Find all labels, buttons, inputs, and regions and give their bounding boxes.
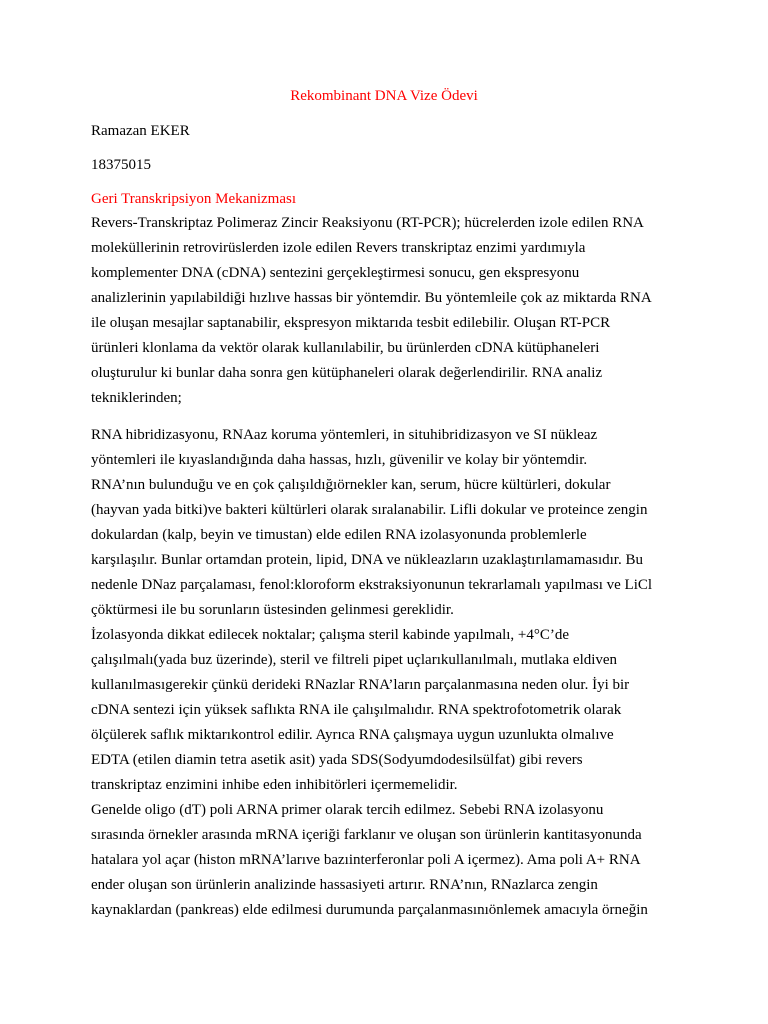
text-line: İzolasyonda dikkat edilecek noktalar; çalışma steril kabinde yapılmalı, +4°C’de: [91, 627, 570, 643]
text-line: ölçülerek saflık miktarıkontrol edilir. Ayrıca RNA çalışmaya uygun uzunlukta olmalıve: [91, 727, 614, 743]
text-line: tekniklerinden;: [91, 390, 182, 406]
author-name: Ramazan EKER: [91, 123, 190, 139]
text-line: kaynaklardan (pankreas) elde edilmesi durumunda parçalanmasınıönlemek amacıyla örneğin: [91, 902, 648, 918]
text-line: Genelde oligo (dT) poli ARNA primer olarak tercih edilmez. Sebebi RNA izolasyonu: [91, 802, 604, 818]
text-line: komplementer DNA (cDNA) sentezini gerçekleştirmesi sonucu, gen ekspresyonu: [91, 265, 580, 281]
document-title: Rekombinant DNA Vize Ödevi: [290, 88, 478, 104]
text-line: yöntemleri ile kıyaslandığında daha hassas, hızlı, güvenilir ve kolay bir yöntemdir.: [91, 452, 588, 468]
text-line: EDTA (etilen diamin tetra asetik asit) yada SDS(Sodyumdodesilsülfat) gibi revers: [91, 752, 583, 768]
text-line: (hayvan yada bitki)ve bakteri kültürleri olarak sıralanabilir. Lifli dokular ve proteince zengin: [91, 502, 648, 518]
text-line: RNA’nın bulunduğu ve en çok çalışıldığıörnekler kan, serum, hücre kültürleri, dokular: [91, 477, 611, 493]
text-line: nedenle DNaz parçalaması, fenol:kloroform ekstraksiyonunun tekrarlamalı yapılması ve LiCl: [91, 577, 653, 593]
paragraph-rna-methods: [91, 423, 677, 923]
paragraph-rt-pcr: [91, 211, 677, 411]
text-line: cDNA sentezi için yüksek saflıkta RNA ile çalışılmalıdır. RNA spektrofotometrik olarak: [91, 702, 622, 718]
text-line: analizlerinin yapılabildiği hızlıve hassas bir yöntemdir. Bu yöntemleile çok az miktarda RNA: [91, 290, 652, 306]
text-line: çalışılmalı(yada buz üzerinde), steril ve filtreli pipet uçlarıkullanılmalı, mutlaka eldiven: [91, 652, 618, 668]
text-line: dokulardan (kalp, beyin ve timustan) elde edilen RNA izolasyonunda problemlerle: [91, 527, 587, 543]
text-line: RNA hibridizasyonu, RNAaz koruma yöntemleri, in situhibridizasyon ve SI nükleaz: [91, 427, 598, 443]
text-line: karşılaşılır. Bunlar ortamdan protein, lipid, DNA ve nükleazların uzaklaştırılamamasıdır. Bu: [91, 552, 643, 568]
text-line: oluşturulur ki bunlar daha sonra gen kütüphaneleri olarak değerlendirilir. RNA analiz: [91, 365, 603, 381]
student-id: 18375015: [91, 157, 151, 173]
text-line: hatalara yol açar (histon mRNA’larıve bazıinterferonlar poli A içermez). Ama poli A+ RNA: [91, 852, 641, 868]
text-line: çöktürmesi ile bu sorunların üstesinden gelinmesi gereklidir.: [91, 602, 454, 618]
section-heading: Geri Transkripsiyon Mekanizması: [91, 191, 296, 207]
text-line: ender oluşan son ürünlerin analizinde hassasiyeti artırır. RNA’nın, RNazlarca zengin: [91, 877, 598, 893]
text-line: moleküllerinin retrovirüslerden izole edilen Revers transkriptaz enzimi yardımıyla: [91, 240, 586, 256]
text-line: ürünleri klonlama da vektör olarak kullanılabilir, bu ürünlerden cDNA kütüphaneleri: [91, 340, 600, 356]
text-line: ile oluşan mesajlar saptanabilir, ekspresyon miktarıda tesbit edilebilir. Oluşan RT-PCR: [91, 315, 611, 331]
text-line: Revers-Transkriptaz Polimeraz Zincir Reaksiyonu (RT-PCR); hücrelerden izole edilen RNA: [91, 215, 644, 231]
text-line: transkriptaz enzimini inhibe eden inhibitörleri içermemelidir.: [91, 777, 458, 793]
text-line: kullanılmasıgerekir çünkü derideki RNazlar RNA’ların parçalanmasına neden olur. İyi bir: [91, 677, 630, 693]
text-line: sırasında örnekler arasında mRNA içeriği farklanır ve oluşan son ürünlerin kantitasyonunda: [91, 827, 642, 843]
